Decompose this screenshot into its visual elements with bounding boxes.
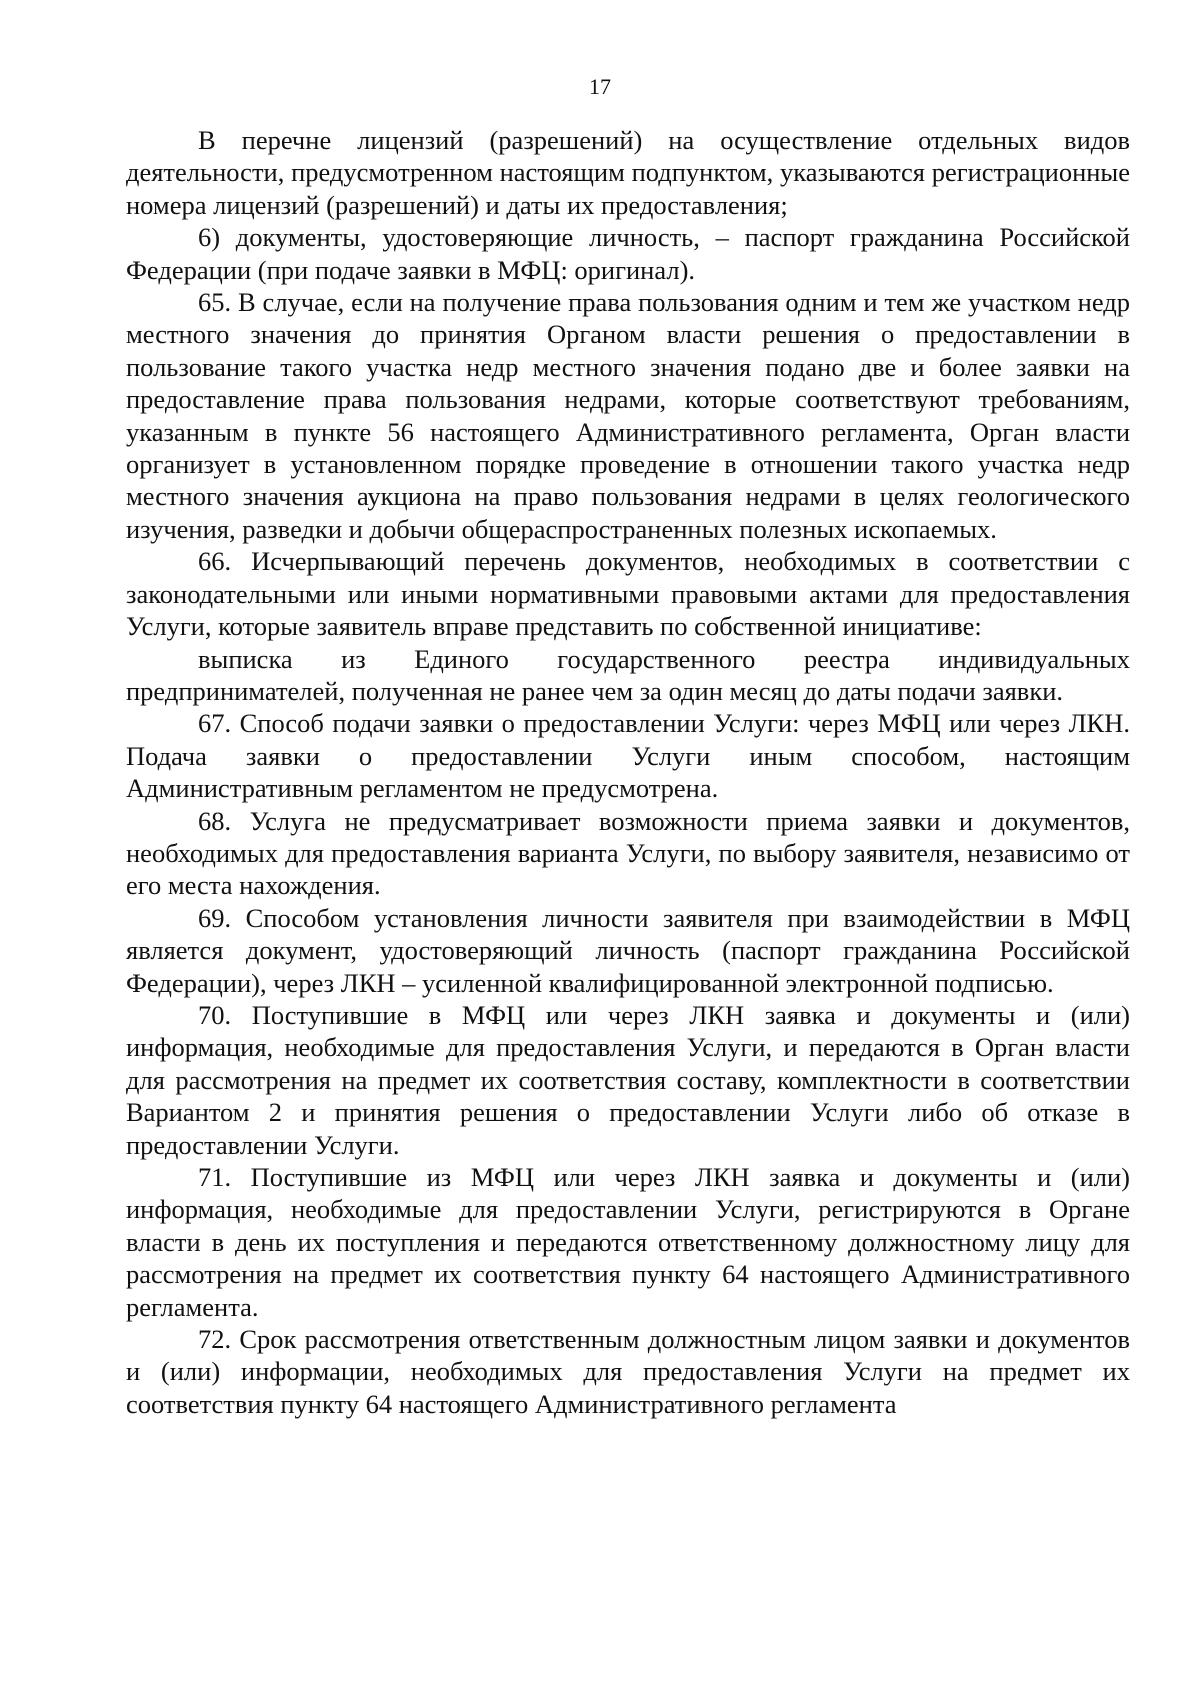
paragraph-70: 70. Поступившие в МФЦ или через ЛКН заявка и документы и (или) информация, необходимые для предоставления Услуги, и передаются в Орган власти для рассмотрения на предмет их соответствия составу, комплектности в соответствии Вариантом 2 и принятия решения о предоставлении Услуги либо об отказе в предоставлении Услуги. bbox=[126, 999, 1130, 1160]
paragraph-71: 71. Поступившие из МФЦ или через ЛКН заявка и документы и (или) информация, необходимые для предоставлении Услуги, регистрируются в Органе власти в день их поступления и передаются ответственному должностному лицу для рассмотрения на предмет их соответствия пункту 64 настоящего Административного регламента. bbox=[126, 1162, 1130, 1322]
paragraph-72: 72. Срок рассмотрения ответственным должностным лицом заявки и документов и (или) информации, необходимых для предоставления Услуги на предмет их соответствия пункту 64 настоящего Административного регламента bbox=[126, 1324, 1130, 1419]
paragraph-66: 66. Исчерпывающий перечень документов, необходимых в соответствии с законодательными или иными нормативными правовыми актами для предоставления Услуги, которые заявитель вправе представить по собственной инициативе: bbox=[126, 546, 1130, 642]
paragraph-67: 67. Способ подачи заявки о предоставлении Услуги: через МФЦ или через ЛКН. Подача заявки о предоставлении Услуги иным способом, настоящим Административным регламентом не предусмотрена. bbox=[126, 708, 1130, 804]
document-body bbox=[126, 124, 1130, 1420]
paragraph-66-egrip-extract: выписка из Единого государственного реестра индивидуальных предпринимателей, полученная не ранее чем за один месяц до даты подачи заявки. bbox=[126, 643, 1130, 706]
paragraph-item-6-identity-documents: 6) документы, удостоверяющие личность, – паспорт гражданина Российской Федерации (при подаче заявки в МФЦ: оригинал). bbox=[126, 222, 1130, 285]
paragraph-65: 65. В случае, если на получение права пользования одним и тем же участком недр местного значения до принятия Органом власти решения о предоставлении в пользование такого участка недр местного значения подано две и более заявки на предоставление права пользования недрами, которые соответствуют требованиям, указанным в пункте 56 настоящего Административного регламента, Орган власти организует в установленном порядке проведение в отношении такого участка недр местного значения аукциона на право пользования недрами в целях геологического изучения, разведки и добычи общераспространенных полезных ископаемых. bbox=[126, 287, 1130, 544]
page-number: 17 bbox=[589, 74, 611, 99]
paragraph-license-list-note: В перечне лицензий (разрешений) на осуществление отдельных видов деятельности, предусмотренном настоящим подпунктом, указываются регистрационные номера лицензий (разрешений) и даты их предоставления; bbox=[126, 125, 1130, 220]
paragraph-69: 69. Способом установления личности заявителя при взаимодействии в МФЦ является документ, удостоверяющий личность (паспорт гражданина Российской Федерации), через ЛКН – усиленной квалифицированной электронной подписью. bbox=[126, 902, 1130, 998]
paragraph-68: 68. Услуга не предусматривает возможности приема заявки и документов, необходимых для предоставления варианта Услуги, по выбору заявителя, независимо от его места нахождения. bbox=[126, 805, 1130, 901]
